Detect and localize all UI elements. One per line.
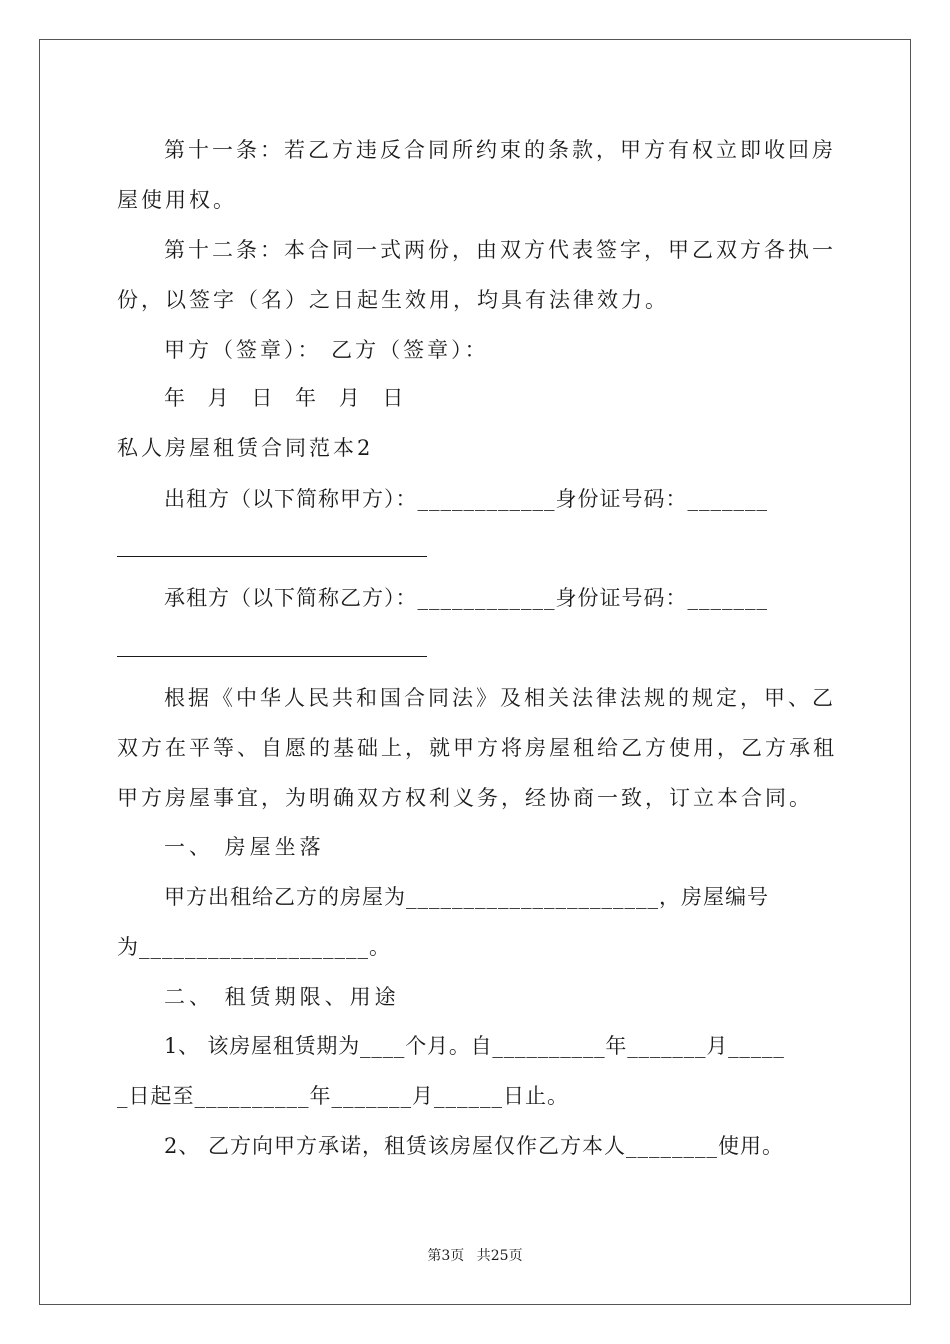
date-line: 年 月 日 年 月 日 xyxy=(164,386,412,410)
section-1-heading: 一、 房屋坐落 xyxy=(164,835,325,859)
preamble-line-1: 根据《中华人民共和国合同法》及相关法律法规的规定，甲、乙 xyxy=(164,686,836,710)
location-line-1: 甲方出租给乙方的房屋为______________________，房屋编号 xyxy=(164,885,769,909)
page-total: 共25页 xyxy=(476,1248,523,1264)
lessee-id-blank xyxy=(117,656,427,657)
lessee-line: 承租方（以下简称乙方）：____________身份证号码：_______ xyxy=(164,586,768,610)
preamble-line-3: 甲方房屋事宜，为明确双方权利义务，经协商一致，订立本合同。 xyxy=(117,786,813,810)
lessor-line: 出租方（以下简称甲方）：____________身份证号码：_______ xyxy=(164,487,768,511)
signature-line: 甲方（签章）： 乙方（签章）： xyxy=(164,338,489,362)
clause-11-line-2: 屋使用权。 xyxy=(117,188,237,212)
term-line-2: _日起至__________年_______月______日止。 xyxy=(117,1084,569,1108)
clause-12-line-2: 份，以签字（名）之日起生效用，均具有法律效力。 xyxy=(117,288,669,312)
contract-title: 私人房屋租赁合同范本2 xyxy=(117,436,374,460)
section-2-heading: 二、 租赁期限、用途 xyxy=(164,985,400,1009)
page-number: 第3页 xyxy=(427,1248,465,1264)
term-line-1: 1、 该房屋租赁期为____个月。自__________年_______月_____ xyxy=(164,1034,785,1058)
location-line-2: 为____________________。 xyxy=(117,935,391,959)
preamble-line-2: 双方在平等、自愿的基础上，就甲方将房屋租给乙方使用，乙方承租 xyxy=(117,736,837,760)
lessor-id-blank xyxy=(117,556,427,557)
page-footer xyxy=(0,1246,950,1266)
purpose-line: 2、 乙方向甲方承诺，租赁该房屋仅作乙方本人________使用。 xyxy=(164,1134,785,1158)
page-frame xyxy=(39,39,911,1305)
clause-11-line-1: 第十一条：若乙方违反合同所约束的条款，甲方有权立即收回房 xyxy=(164,138,836,162)
clause-12-line-1: 第十二条：本合同一式两份，由双方代表签字，甲乙双方各执一 xyxy=(164,238,836,262)
